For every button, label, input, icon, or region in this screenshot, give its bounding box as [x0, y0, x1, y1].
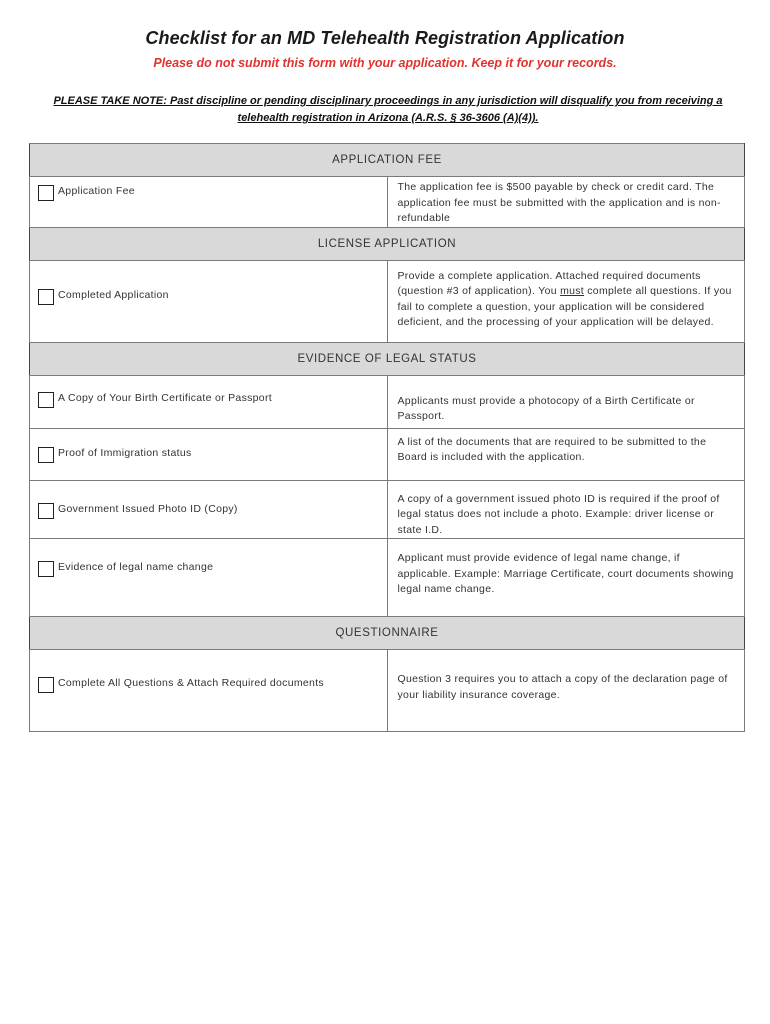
must-emphasis: must — [560, 285, 585, 297]
checklist-item-cell — [30, 650, 388, 732]
description-cell — [387, 375, 745, 428]
item-description — [388, 261, 745, 331]
checklist-row — [30, 480, 745, 539]
checklist-item-cell — [30, 539, 388, 617]
item-description: The application fee is $500 payable by check or credit card. The application fee must be submitted with the application and is non-refundable — [397, 181, 721, 224]
item-label: Complete All Questions & Attach Required documents — [58, 677, 324, 689]
checklist-row — [30, 375, 745, 428]
checkbox-completed-application[interactable] — [38, 289, 54, 305]
description-cell — [387, 480, 745, 539]
section-heading: APPLICATION FEE — [30, 144, 745, 177]
checklist-row — [30, 539, 745, 617]
disqualification-note: PLEASE TAKE NOTE: Past discipline or pending disciplinary proceedings in any jurisdiction will disqualify you from receiving a telehealth registration in Arizona (A.R.S. § 36-3606 (A)(4)). — [53, 95, 723, 124]
checklist-item-cell — [30, 428, 388, 480]
section-header-legal-status — [30, 342, 745, 375]
checklist-row — [30, 260, 745, 342]
checkbox-immigration-status[interactable] — [38, 447, 54, 463]
page-subtitle: Please do not submit this form with your application. Keep it for your records. — [153, 56, 617, 70]
item-description: Applicant must provide evidence of legal name change, if applicable. Example: Marriage Certificate, court documents showing legal name change. — [397, 552, 734, 595]
item-description: Question 3 requires you to attach a copy of the declaration page of your liability insurance coverage. — [397, 673, 728, 701]
checklist-row — [30, 650, 745, 732]
checklist-item-cell — [30, 480, 388, 539]
description-text: Provide a complete application. Attached required documents (question #3 of application). You — [397, 269, 701, 297]
section-header-questionnaire — [30, 617, 745, 650]
checklist-item-cell — [30, 260, 388, 342]
description-cell — [387, 428, 745, 480]
item-description: A list of the documents that are required to be submitted to the Board is included with the application. — [397, 435, 707, 463]
item-label: A Copy of Your Birth Certificate or Passport — [58, 391, 272, 404]
checkbox-birth-certificate[interactable] — [38, 392, 54, 408]
checklist-item-cell — [30, 177, 388, 228]
item-description: A copy of a government issued photo ID is required if the proof of legal status does not include a photo. Example: driver license or state I.D. — [397, 492, 720, 536]
description-text: complete all questions. If you fail to complete a question, your application will be considered deficient, and the processing of your application will be delayed. — [397, 285, 732, 328]
description-cell — [387, 650, 745, 732]
checkbox-questionnaire[interactable] — [38, 677, 54, 693]
checkbox-photo-id[interactable] — [38, 503, 54, 519]
checkbox-application-fee[interactable] — [38, 185, 54, 201]
section-header-application-fee — [30, 144, 745, 177]
section-heading: QUESTIONNAIRE — [30, 617, 745, 650]
description-cell — [387, 539, 745, 617]
description-cell — [387, 260, 745, 342]
section-heading: EVIDENCE OF LEGAL STATUS — [30, 342, 745, 375]
item-label: Government Issued Photo ID (Copy) — [58, 502, 238, 515]
item-label: Application Fee — [58, 185, 135, 197]
checklist-item-cell — [30, 375, 388, 428]
page-title: Checklist for an MD Telehealth Registration Application — [145, 28, 625, 48]
checklist-row — [30, 428, 745, 480]
item-label: Evidence of legal name change — [58, 561, 214, 573]
item-description: Applicants must provide a photocopy of a Birth Certificate or Passport. — [397, 394, 695, 422]
section-heading: LICENSE APPLICATION — [30, 227, 745, 260]
checklist-table — [29, 143, 745, 732]
checklist-row — [30, 177, 745, 228]
checkbox-name-change[interactable] — [38, 561, 54, 577]
section-header-license-application — [30, 227, 745, 260]
description-cell — [387, 177, 745, 228]
item-label: Proof of Immigration status — [58, 446, 192, 459]
item-label: Completed Application — [58, 288, 169, 301]
